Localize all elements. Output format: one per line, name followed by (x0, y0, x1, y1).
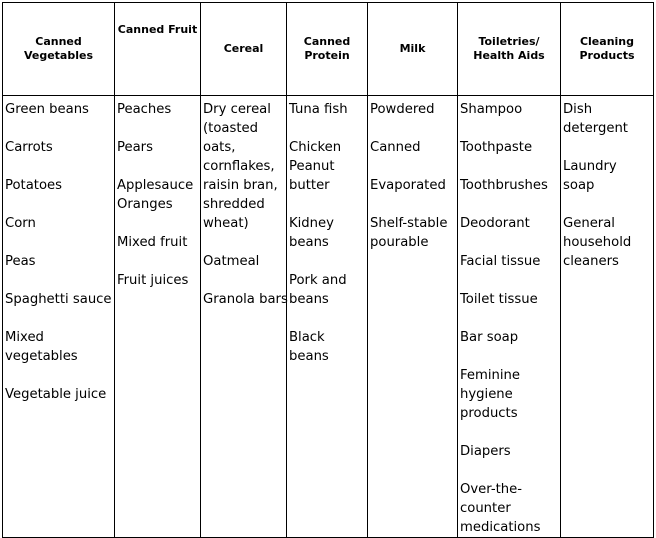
column-canned-fruit (115, 96, 201, 538)
column-canned-vegetables (3, 96, 115, 538)
column-cereal (201, 96, 287, 538)
list-item: Fruit juices (117, 273, 189, 288)
list-item: Corn (5, 216, 36, 231)
list-item: Granola bars (203, 292, 288, 307)
list-item: Green beans (5, 102, 89, 117)
column-canned-protein (287, 96, 368, 538)
list-item: Potatoes (5, 178, 63, 193)
list-item: Black beans (289, 330, 329, 364)
list-item: Toothpaste (460, 140, 533, 155)
list-item: Peaches (117, 102, 172, 117)
list-item: Over-the-counter medications (460, 482, 541, 535)
column-toiletries-health-aids (458, 96, 561, 538)
list-item: Peas (5, 254, 36, 269)
header-row (3, 3, 654, 96)
header-canned-fruit: Canned Fruit (115, 3, 201, 96)
list-item: Carrots (5, 140, 53, 155)
header-canned-vegetables: Canned Vegetables (3, 3, 115, 96)
list-item: Deodorant (460, 216, 530, 231)
header-cleaning-products: Cleaning Products (561, 3, 654, 96)
list-item: Dish detergent (563, 102, 628, 136)
list-item: Applesauce (117, 178, 194, 193)
list-item: Chicken (289, 140, 342, 155)
list-item: Mixed fruit (117, 235, 188, 250)
header-milk: Milk (368, 3, 458, 96)
list-item: Shampoo (460, 102, 523, 117)
list-item: Pork and beans (289, 273, 347, 307)
list-item: Toothbrushes (460, 178, 548, 193)
header-toiletries-health-aids: Toiletries/ Health Aids (458, 3, 561, 96)
list-item: Diapers (460, 444, 511, 459)
column-cleaning-products (561, 96, 654, 538)
column-milk (368, 96, 458, 538)
list-item: Mixed vegetables (5, 330, 78, 364)
list-item: Laundry soap (563, 159, 617, 193)
list-item: Canned (370, 140, 421, 155)
list-item: Facial tissue (460, 254, 541, 269)
list-item: Kidney beans (289, 216, 334, 250)
list-item: Shelf-stable pourable (370, 216, 448, 250)
list-item: Spaghetti sauce (5, 292, 112, 307)
header-canned-protein: Canned Protein (287, 3, 368, 96)
list-item: General household cleaners (563, 216, 632, 269)
header-cereal: Cereal (201, 3, 287, 96)
items-row (3, 96, 654, 538)
list-item: Feminine hygiene products (460, 368, 520, 421)
list-item: Tuna fish (289, 102, 348, 117)
list-item: Toilet tissue (460, 292, 538, 307)
list-item: Oranges (117, 197, 173, 212)
grocery-category-table (2, 2, 654, 538)
list-item: Powdered (370, 102, 435, 117)
list-item: Bar soap (460, 330, 519, 345)
list-item: Evaporated (370, 178, 446, 193)
list-item: Peanut butter (289, 159, 335, 193)
list-item: Dry cereal (toasted oats, cornflakes, raisin bran, shredded wheat) (203, 102, 278, 231)
list-item: Oatmeal (203, 254, 260, 269)
list-item: Pears (117, 140, 153, 155)
list-item: Vegetable juice (5, 387, 107, 402)
